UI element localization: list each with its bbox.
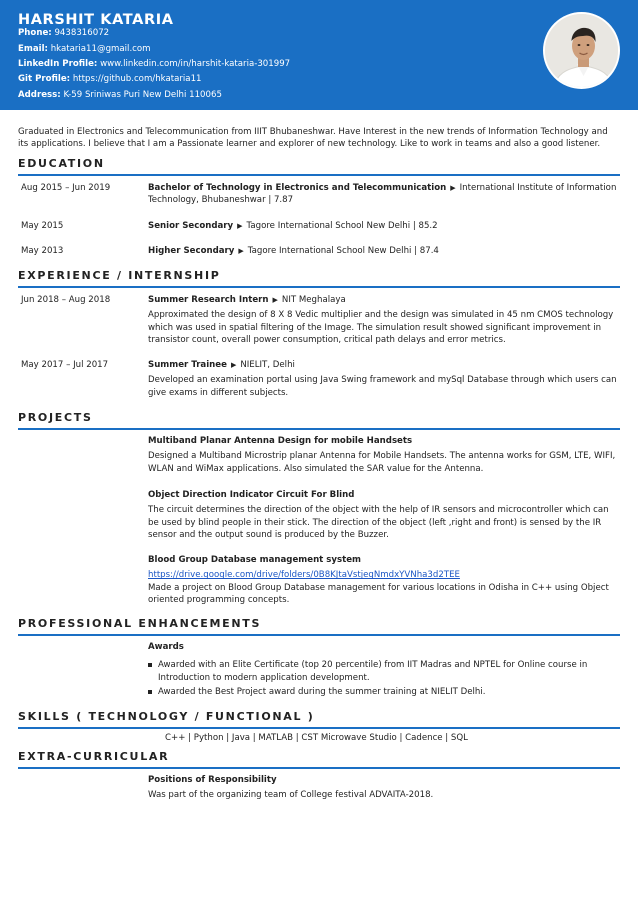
address-value: K-59 Sriniwas Puri New Delhi 110065 (63, 90, 222, 100)
responsibility-subtitle: Positions of Responsibility (148, 775, 277, 785)
email-line (18, 43, 151, 55)
git-line (18, 73, 202, 85)
project-title: Object Direction Indicator Circuit For Blind (148, 490, 355, 500)
project-title: Multiband Planar Antenna Design for mobile Handsets (148, 436, 413, 446)
experience-title: Summer Trainee (148, 360, 227, 370)
experience-entry (148, 359, 618, 399)
address-line (18, 89, 222, 101)
projects-heading: PROJECTS (18, 411, 93, 424)
education-title: Bachelor of Technology in Electronics and Telecommunication (148, 183, 447, 193)
section-divider (18, 767, 620, 769)
education-entry (148, 245, 618, 257)
education-title: Senior Secondary (148, 221, 234, 231)
experience-date: Jun 2018 – Aug 2018 (21, 295, 111, 305)
project-description: The circuit determines the direction of the object with the help of IR sensors and microcontroller which can be used by blind people in their stick. The direction of the object (left ,right and front) is sensed by the IR sensor and the output sound is produced by the Buzzer. (148, 505, 609, 541)
phone-label: Phone: (18, 28, 52, 38)
education-heading: EDUCATION (18, 157, 105, 170)
experience-date: May 2017 – Jul 2017 (21, 360, 109, 370)
education-date: May 2013 (21, 246, 64, 256)
triangle-right-icon: ▶ (272, 296, 278, 304)
education-date: Aug 2015 – Jun 2019 (21, 183, 111, 193)
list-item: Awarded the Best Project award during the summer training at NIELIT Delhi. (148, 686, 618, 698)
experience-title: Summer Research Intern (148, 295, 269, 305)
education-entry (148, 220, 618, 232)
section-divider (18, 286, 620, 288)
section-divider (18, 428, 620, 430)
triangle-right-icon: ▶ (238, 247, 244, 255)
project-entry (148, 435, 618, 475)
project-description: Made a project on Blood Group Database management for various locations in Odisha in C++ using Object oriented programming concepts. (148, 582, 609, 606)
education-title: Higher Secondary (148, 246, 235, 256)
section-divider (18, 727, 620, 729)
project-description: Designed a Multiband Microstrip planar Antenna for Mobile Handsets. The antenna works for GSM, LTE, WIFI, WLAN and WiMax applications. Also simulated the SAR value for the Antenna. (148, 451, 616, 474)
project-title: Blood Group Database management system (148, 555, 362, 565)
git-label: Git Profile: (18, 74, 71, 84)
profile-summary: Graduated in Electronics and Telecommunication from IIIT Bhubaneshwar. Have Interest in the new trends of Information Technology and its applications. I believe that I am a Passionate learner and explorer of new technology. Like to work in teams and also a good listener. (18, 127, 608, 150)
education-entry (148, 182, 618, 207)
education-detail: Tagore International School New Delhi | 87.4 (247, 246, 439, 256)
responsibility-description: Was part of the organizing team of College festival ADVAITA-2018. (148, 790, 434, 801)
education-date: May 2015 (21, 221, 64, 231)
professional-heading: PROFESSIONAL ENHANCEMENTS (18, 617, 262, 630)
git-value[interactable]: https://github.com/hkataria11 (72, 74, 202, 84)
skills-heading: SKILLS ( TECHNOLOGY / FUNCTIONAL ) (18, 710, 315, 723)
linkedin-value[interactable]: www.linkedin.com/in/harshit-kataria-301997 (100, 59, 291, 69)
phone-line (18, 27, 109, 39)
triangle-right-icon: ▶ (230, 361, 237, 369)
address-label: Address: (18, 90, 61, 100)
experience-org: NIT Meghalaya (281, 295, 346, 305)
experience-description: Developed an examination portal using Java Swing framework and mySql Database through which users can give exams in different subjects. (148, 375, 617, 398)
section-divider (18, 634, 620, 636)
project-entry (148, 554, 618, 607)
linkedin-line (18, 58, 290, 70)
candidate-name: HARSHIT KATARIA (18, 12, 174, 28)
project-link[interactable]: https://drive.google.com/drive/folders/0B8KJtaVstjegNmdxYVNha3d2TEE (148, 570, 460, 581)
person-photo-icon (545, 14, 620, 89)
list-item: Awarded with an Elite Certificate (top 20 percentile) from IIT Madras and NPTEL for Online course in Introduction to modern application development. (148, 659, 618, 684)
phone-value: 9438316072 (54, 28, 110, 38)
linkedin-label: LinkedIn Profile: (18, 59, 98, 69)
experience-heading: EXPERIENCE / INTERNSHIP (18, 269, 221, 282)
email-value[interactable]: hkataria11@gmail.com (50, 44, 151, 54)
extracurricular-entry (148, 774, 618, 802)
experience-org: NIELIT, Delhi (240, 360, 295, 370)
education-detail: International Institute of Information Technology, Bhubaneshwar | 7.87 (148, 183, 617, 206)
profile-photo (543, 12, 620, 89)
experience-description: Approximated the design of 8 X 8 Vedic multiplier and the design was simulated in 45 nm CMOS technology which was used in spatial filtering of the Image. The simulation result showed significant improvement in transistor count, overall power consumption, critical path delays and error metrics. (148, 310, 614, 346)
triangle-right-icon: ▶ (237, 222, 243, 230)
extracurricular-heading: EXTRA-CURRICULAR (18, 750, 170, 763)
project-entry (148, 489, 618, 542)
triangle-right-icon: ▶ (450, 184, 456, 192)
education-detail: Tagore International School New Delhi | 85.2 (246, 221, 438, 231)
email-label: Email: (18, 44, 48, 54)
section-divider (18, 174, 620, 176)
awards-list (148, 659, 618, 698)
experience-entry (148, 294, 618, 347)
awards-subtitle: Awards (148, 642, 184, 652)
skills-list: C++ | Python | Java | MATLAB | CST Microwave Studio | Cadence | SQL (165, 733, 468, 743)
resume-header (0, 0, 638, 110)
professional-entry (148, 641, 618, 701)
